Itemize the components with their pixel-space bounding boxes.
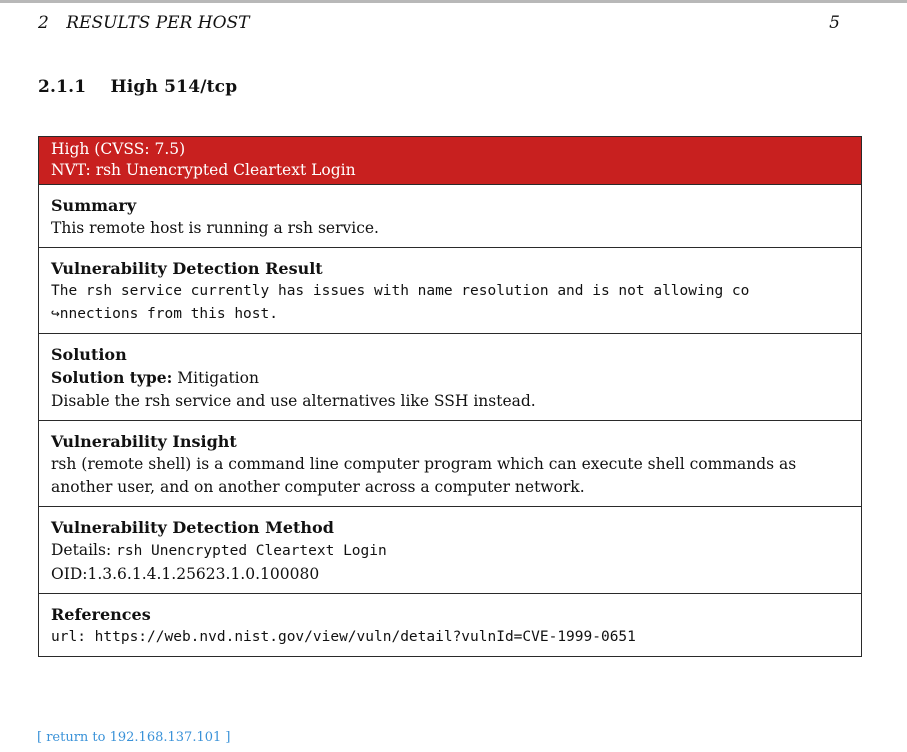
summary-heading: Summary [51,196,137,215]
page-top-rule [0,0,907,3]
solution-type-label: Solution type: [51,368,173,387]
insight-line-2: another user, and on another computer across a computer network. [51,478,585,496]
details-value: rsh Unencrypted Cleartext Login [116,543,387,559]
vulnerability-header [39,137,861,185]
detection-method-details [51,539,849,563]
detection-result-line-1: The rsh service currently has issues with name resolution and is not allowing co [51,283,750,299]
insight-section [39,421,861,507]
running-head-section-number: 2 [38,13,49,33]
insight-line-1: rsh (remote shell) is a command line computer program which can execute shell commands as [51,455,797,473]
page-number: 5 [829,13,840,33]
references-section [39,594,861,656]
insight-heading: Vulnerability Insight [51,432,237,451]
running-head [38,11,840,35]
subsection-title-text: High 514/tcp [110,77,238,97]
references-heading: References [51,605,151,624]
subsection-title [38,77,237,97]
nvt-line: NVT: rsh Unencrypted Cleartext Login [51,161,356,179]
solution-type-value: Mitigation [177,369,259,387]
oid-line: OID:1.3.6.1.4.1.25623.1.0.100080 [51,565,320,583]
vulnerability-box [38,136,862,657]
detection-result-section [39,248,861,334]
detection-method-section [39,507,861,594]
details-label: Details: [51,541,112,559]
detection-method-heading: Vulnerability Detection Method [51,518,334,537]
return-to-host-link[interactable]: [ return to 192.168.137.101 ] [37,730,231,745]
detection-result-heading: Vulnerability Detection Result [51,259,323,278]
severity-line: High (CVSS: 7.5) [51,140,186,158]
summary-section [39,185,861,248]
reference-url[interactable]: url: https://web.nvd.nist.gov/view/vuln/detail?vulnId=CVE-1999-0651 [51,629,636,645]
running-head-section [38,13,250,33]
solution-heading: Solution [51,345,127,364]
solution-type-line [51,366,849,390]
detection-result-line-2: ↪nnections from this host. [51,306,278,322]
subsection-number: 2.1.1 [38,77,87,97]
summary-text: This remote host is running a rsh service. [51,219,379,237]
solution-section [39,334,861,421]
running-head-section-title: RESULTS PER HOST [66,13,250,33]
solution-text: Disable the rsh service and use alternatives like SSH instead. [51,392,536,410]
